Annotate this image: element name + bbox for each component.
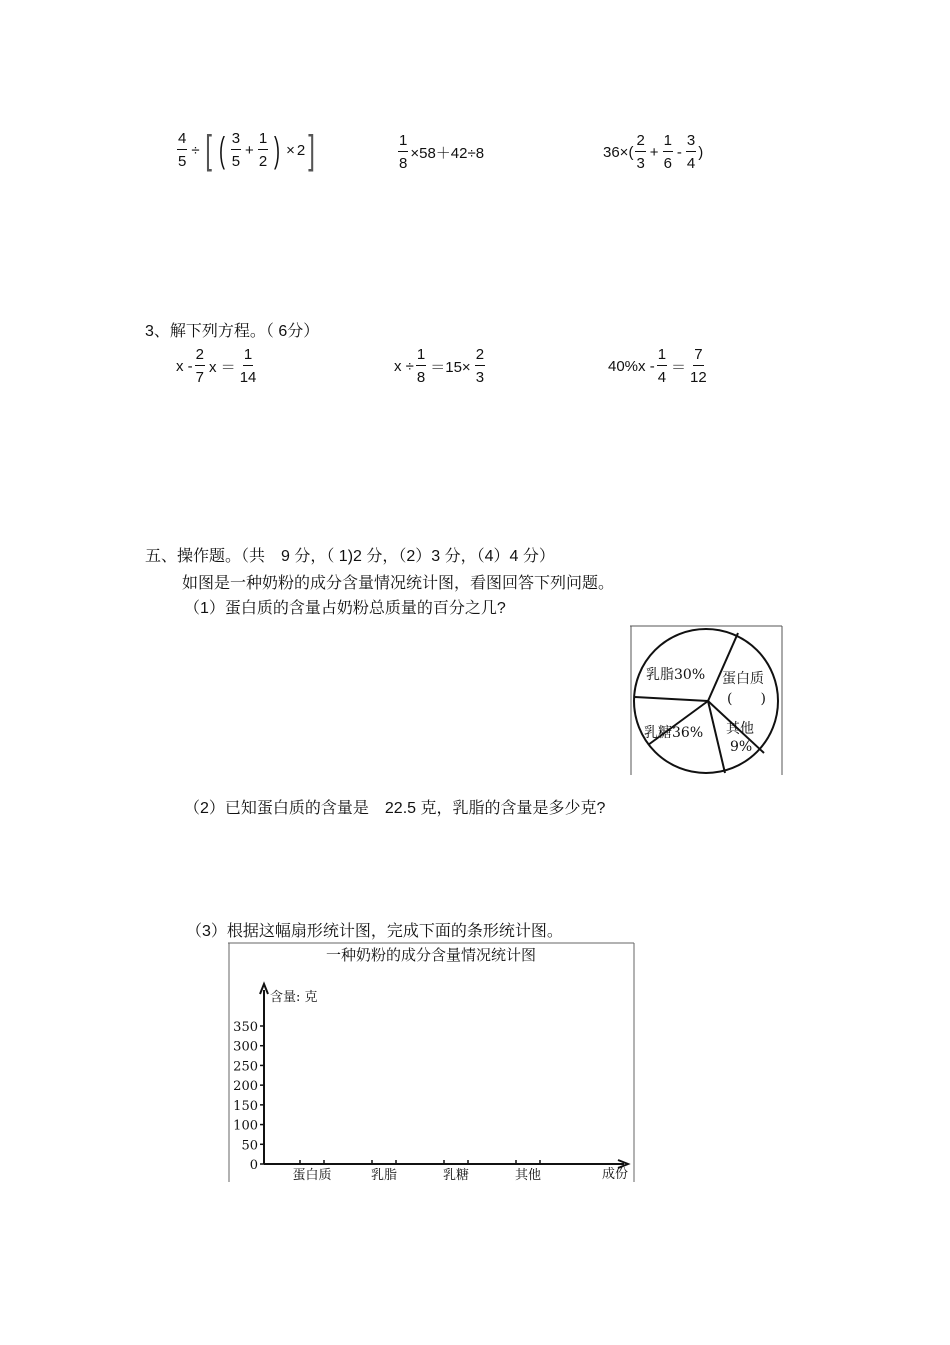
fraction: $\frac{4}{5}$ — [178, 130, 187, 170]
calc-expression-1: $\frac{4}{5}$ ÷ [ ( $\frac{3}{5}$ + $\frac{1}{2}$ ) × 2 ] — [178, 128, 316, 172]
bar-chart-xlabel: 成份 — [602, 1167, 629, 1182]
fraction: $\frac{2}{3}$ — [475, 346, 485, 386]
bar-chart-axes — [260, 984, 628, 1168]
question-1: （1）蛋白质的含量占奶粉总质量的百分之几? — [184, 600, 506, 617]
fraction: $\frac{3}{4}$ — [686, 132, 696, 172]
x-category-label: 乳糖 — [442, 1168, 470, 1183]
equation-2: x ÷ $\frac{1}{8}$ ＝15× $\frac{2}{3}$ — [394, 346, 485, 386]
fraction: $\frac{1}{2}$ — [258, 130, 268, 170]
calc-expression-2: $\frac{1}{8}$ ×58＋42÷8 — [399, 132, 485, 172]
question-2: （2）已知蛋白质的含量是 22.5 克，乳脂的含量是多少克? — [184, 800, 606, 817]
bar-chart-ylabel: 含量: 克 — [270, 990, 318, 1005]
bar-chart-y-ticks — [233, 1020, 264, 1173]
pie-label-protein: 蛋白质 — [722, 671, 764, 687]
pie-label-blank: ( ) — [727, 691, 766, 707]
pie-label-fat: 乳脂30% — [646, 667, 706, 683]
y-tick-label: 300 — [233, 1039, 258, 1055]
fraction: $\frac{2}{3}$ — [636, 132, 645, 172]
fraction: $\frac{1}{14}$ — [239, 346, 257, 386]
x-category-label: 蛋白质 — [292, 1168, 332, 1183]
fraction: $\frac{2}{7}$ — [195, 346, 205, 386]
bar-chart-title: 一种奶粉的成分含量情况统计图 — [325, 946, 537, 964]
equation-1: x - $\frac{2}{7}$ x ＝ $\frac{1}{14}$ — [176, 346, 257, 386]
question-3: （3）根据这幅扇形统计图，完成下面的条形统计图。 — [186, 923, 563, 940]
equation-3: 40%x - $\frac{1}{4}$ ＝ $\frac{7}{12}$ — [608, 346, 707, 386]
fraction: $\frac{1}{8}$ — [416, 346, 426, 386]
section-5-heading: 五、操作题。（共 9 分，（ 1)2 分，（2）3 分，（4）4 分） — [145, 548, 555, 565]
fraction: $\frac{7}{12}$ — [690, 346, 707, 386]
x-category-label: 乳脂 — [370, 1168, 398, 1183]
pie-label-other: 其他 — [726, 721, 754, 737]
fraction: $\frac{1}{8}$ — [399, 132, 408, 172]
pie-label-other-pct: 9% — [730, 739, 753, 755]
y-tick-label: 200 — [233, 1079, 258, 1095]
section-3-heading: 3、解下列方程。（ 6分） — [145, 323, 320, 340]
y-tick-label: 150 — [233, 1098, 258, 1114]
fraction: $\frac{3}{5}$ — [231, 130, 241, 170]
section-5-intro: 如图是一种奶粉的成分含量情况统计图，看图回答下列问题。 — [182, 575, 615, 592]
pie-chart — [630, 625, 784, 777]
y-tick-label: 250 — [233, 1059, 258, 1075]
fraction: $\frac{1}{4}$ — [657, 346, 667, 386]
bar-chart — [228, 942, 638, 1184]
y-tick-label: 100 — [233, 1118, 258, 1134]
y-tick-label: 50 — [241, 1138, 258, 1154]
x-category-label: 其他 — [514, 1168, 542, 1183]
fraction: $\frac{1}{6}$ — [663, 132, 672, 172]
calc-expression-3: 36×( $\frac{2}{3}$ + $\frac{1}{6}$ - $\frac{3}{4}$ ) — [603, 132, 704, 172]
pie-label-lactose: 乳糖36% — [644, 725, 704, 741]
y-tick-label: 350 — [233, 1020, 258, 1035]
y-tick-label: 0 — [249, 1158, 258, 1173]
